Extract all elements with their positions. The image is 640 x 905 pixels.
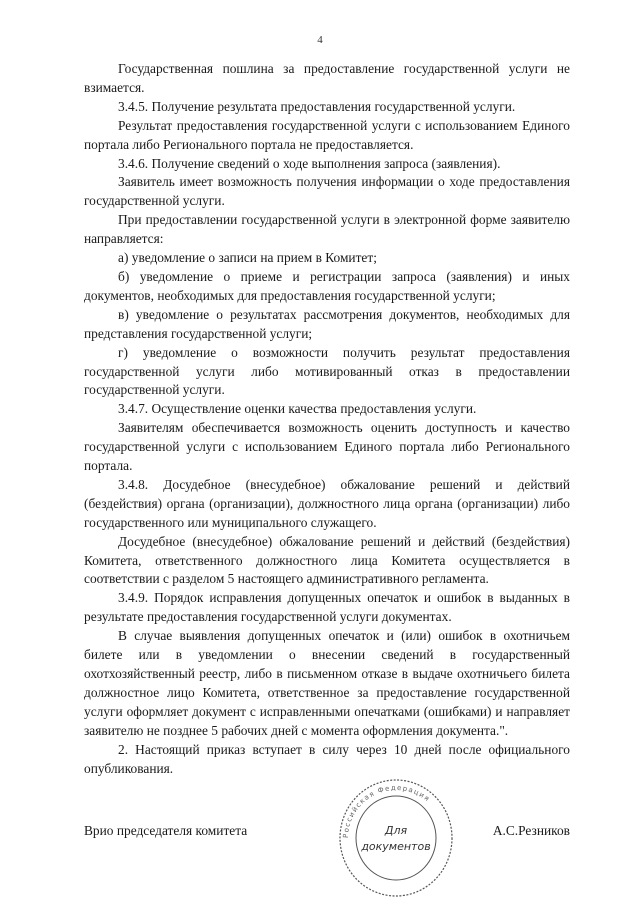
signatory-name: А.С.Резников [492, 823, 570, 838]
paragraph: в) уведомление о результатах рассмотрения документов, необходимых для представления государственной услуги; [84, 306, 570, 341]
paragraph: Досудебное (внесудебное) обжалование решений и действий (бездействия) Комитета, ответственного должностного лица Комитета осуществляется в соответствии с разделом 5 настоящего административного регламента. [84, 533, 570, 587]
paragraph: Результат предоставления государственной услуги с использованием Единого портала либо Регионального портала не предоставляется. [84, 117, 570, 152]
paragraph: г) уведомление о возможности получить результат предоставления государственной услуги либо мотивированный отказ в предоставлении государственной услуги. [84, 344, 570, 398]
stamp-ring-text: Российская Федерация [341, 783, 432, 839]
paragraph: При предоставлении государственной услуги в электронной форме заявителю направляется: [84, 212, 570, 247]
paragraph: 3.4.5. Получение результата предоставления государственной услуги. [118, 98, 516, 114]
stamp-text-line2: документов [361, 840, 431, 853]
paragraph: Заявителям обеспечивается возможность оценить доступность и качество государственной услуги с использованием Единого портала либо Регионального портала. [84, 420, 570, 474]
paragraph: 3.4.9. Порядок исправления допущенных опечаток и ошибок в выданных в результате предоставления государственной услуги документах. [84, 590, 570, 625]
paragraph: 3.4.7. Осуществление оценки качества предоставления услуги. [118, 401, 477, 417]
stamp-text-line1: Для [384, 824, 408, 837]
signatory-title: Врио председателя комитета [84, 823, 248, 838]
stamp [336, 776, 456, 900]
paragraph: Заявитель имеет возможность получения информации о ходе предоставления государственной услуги. [84, 174, 570, 209]
paragraph: 2. Настоящий приказ вступает в силу через 10 дней после официального опубликования. [84, 741, 570, 776]
paragraph: а) уведомление о записи на прием в Комитет; [118, 250, 377, 266]
paragraph: Государственная пошлина за предоставление государственной услуги не взимается. [84, 61, 570, 95]
paragraph: 3.4.8. Досудебное (внесудебное) обжалование решений и действий (бездействия) органа (организации), должностного лица органа (организации) либо государственного или муниципального служащего. [84, 476, 570, 530]
paragraph: б) уведомление о приеме и регистрации запроса (заявления) и иных документов, необходимых для предоставления государственной услуги; [84, 268, 570, 303]
document-body [84, 60, 570, 778]
paragraph: 3.4.6. Получение сведений о ходе выполнения запроса (заявления). [118, 155, 501, 171]
paragraph: В случае выявления допущенных опечаток и (или) ошибок в охотничьем билете или в уведомлении о внесении сведений в государственный охотхозяйственный реестр, либо в письменном отказе в выдаче охотничьего билета должностное лицо Комитета, ответственное за предоставление государственной услуги оформляет документ с исправленными опечатками (ошибками) и направляет заявителю не позднее 5 рабочих дней с момента оформления документа.". [84, 628, 570, 738]
page-number: 4 [317, 34, 323, 46]
